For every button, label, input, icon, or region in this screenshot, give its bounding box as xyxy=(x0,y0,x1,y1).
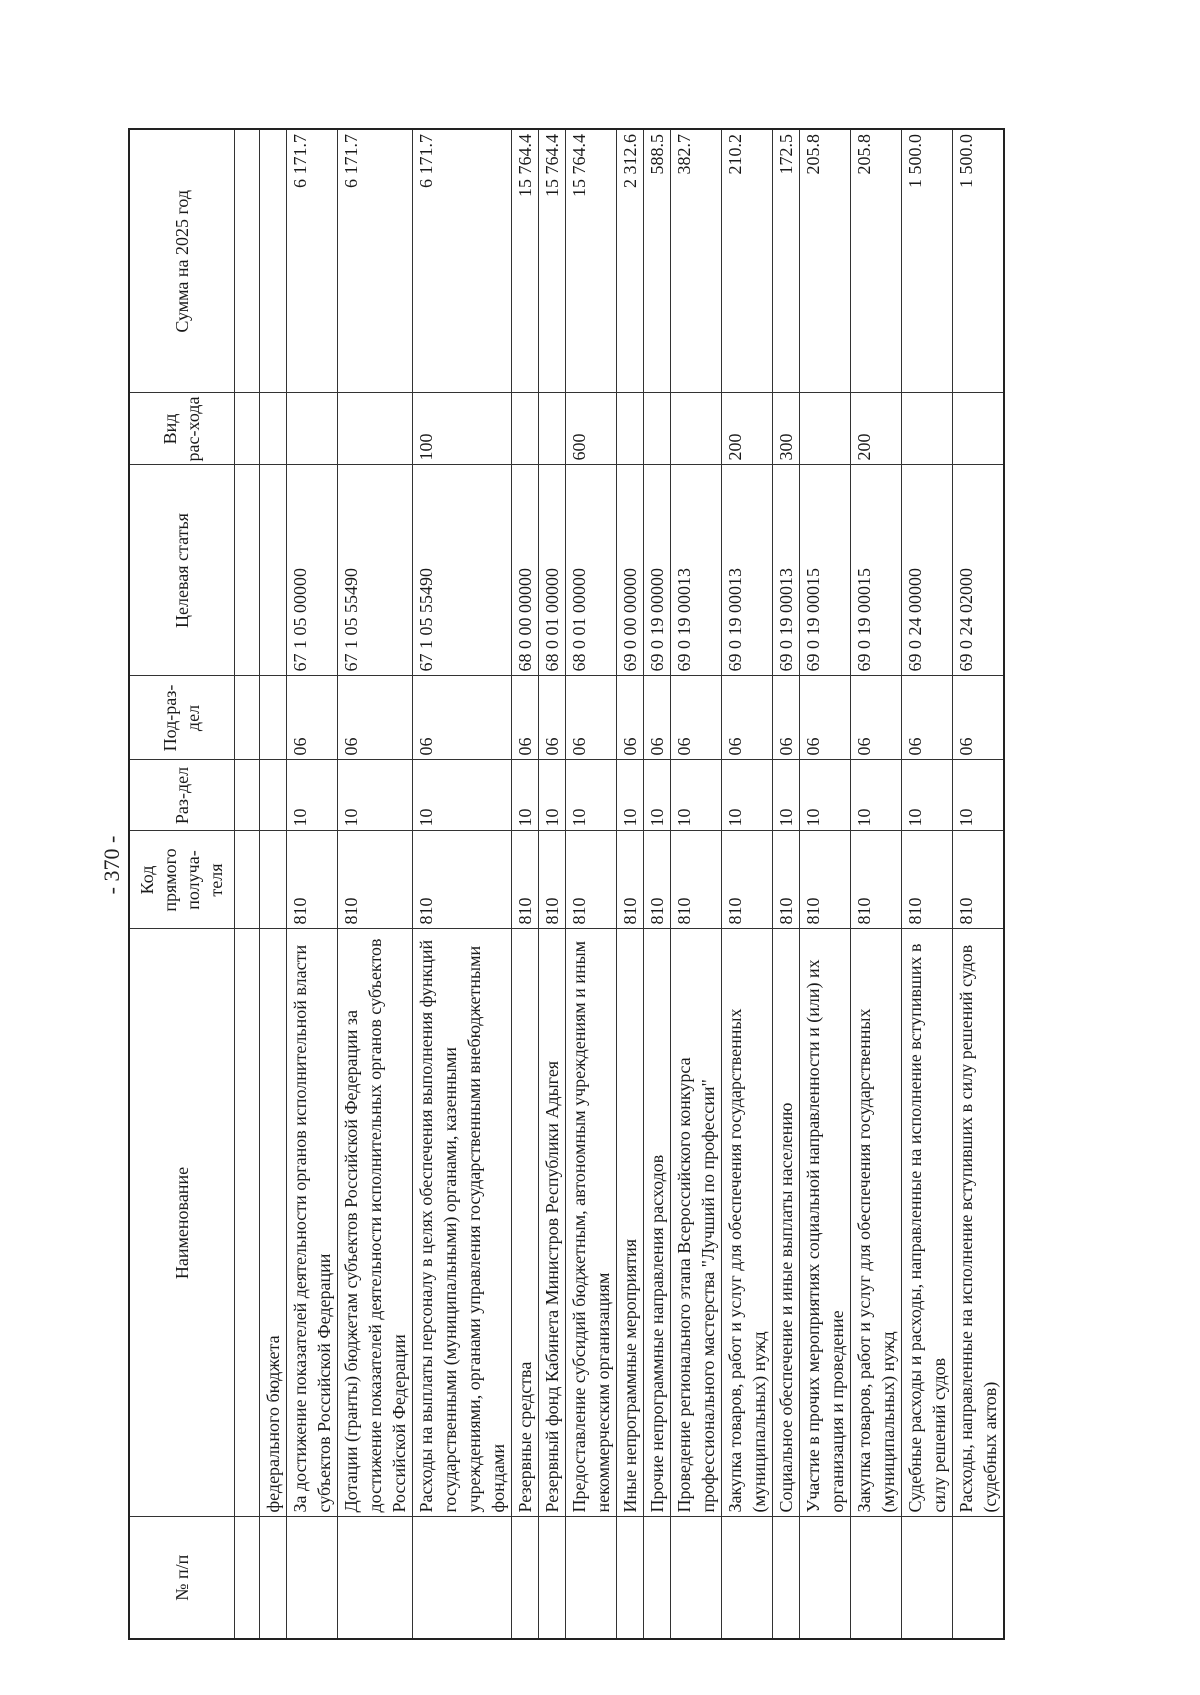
cell-num xyxy=(722,1517,773,1639)
cell-recipient-code: 810 xyxy=(671,831,722,929)
cell-name: Предоставление субсидий бюджетным, автономным учреждениям и иным некоммерческим организациям xyxy=(566,929,617,1517)
header-section: Раз-дел xyxy=(129,760,235,831)
cell-amount: 2 312.6 xyxy=(617,129,644,393)
table-row xyxy=(617,129,644,1639)
cell-expense-type: 300 xyxy=(773,393,800,465)
cell-subsection xyxy=(260,676,287,760)
cell-amount: 588.5 xyxy=(644,129,671,393)
cell-num xyxy=(800,1517,851,1639)
cell-name: Закупка товаров, работ и услуг для обеспечения государственных (муниципальных) нужд xyxy=(851,929,902,1517)
cell-section: 10 xyxy=(539,760,566,831)
cell-name: Резервные средства xyxy=(512,929,539,1517)
cell-amount: 382.7 xyxy=(671,129,722,393)
cell-recipient-code: 810 xyxy=(413,831,512,929)
cell-target-article: 67 1 05 00000 xyxy=(287,465,338,676)
cell-expense-type: 100 xyxy=(413,393,512,465)
table-header-row xyxy=(129,129,235,1639)
page-number xyxy=(92,820,132,910)
header-target-article: Целевая статья xyxy=(129,465,235,676)
cell-name: За достижение показателей деятельности органов исполнительной власти субъектов Российской Федерации xyxy=(287,929,338,1517)
cell-amount: 15 764.4 xyxy=(539,129,566,393)
table-row xyxy=(773,129,800,1639)
cell-section: 10 xyxy=(566,760,617,831)
cell-amount: 6 171.7 xyxy=(338,129,413,393)
cell-target-article: 68 0 01 00000 xyxy=(539,465,566,676)
cell-expense-type xyxy=(671,393,722,465)
header-num: № п/п xyxy=(129,1517,235,1639)
cell-expense-type: 600 xyxy=(566,393,617,465)
cell-num xyxy=(644,1517,671,1639)
cell-section: 10 xyxy=(338,760,413,831)
cell-target-article: 69 0 24 02000 xyxy=(953,465,1005,676)
cell-amount: 205.8 xyxy=(800,129,851,393)
cell-name: Расходы, направленные на исполнение вступивших в силу решений судов (судебных актов) xyxy=(953,929,1005,1517)
cell-num xyxy=(539,1517,566,1639)
cell-subsection: 06 xyxy=(617,676,644,760)
cell-target-article: 69 0 19 00013 xyxy=(773,465,800,676)
cell-amount: 1 500.0 xyxy=(953,129,1005,393)
cell-expense-type: 200 xyxy=(851,393,902,465)
table-row xyxy=(539,129,566,1639)
cell-subsection: 06 xyxy=(851,676,902,760)
cell-amount: 172.5 xyxy=(773,129,800,393)
cell-subsection: 06 xyxy=(566,676,617,760)
cell-amount: 15 764.4 xyxy=(512,129,539,393)
cell-expense-type xyxy=(644,393,671,465)
cell-recipient-code: 810 xyxy=(773,831,800,929)
cell-num xyxy=(512,1517,539,1639)
cell-recipient-code: 810 xyxy=(953,831,1005,929)
cell-section: 10 xyxy=(773,760,800,831)
cell-subsection: 06 xyxy=(512,676,539,760)
table-row xyxy=(851,129,902,1639)
cell-name: Участие в прочих мероприятиях социальной направленности и (или) их организация и проведение xyxy=(800,929,851,1517)
cell-expense-type xyxy=(539,393,566,465)
cell-target-article xyxy=(260,465,287,676)
cell-subsection: 06 xyxy=(800,676,851,760)
cell-recipient-code: 810 xyxy=(800,831,851,929)
cell-amount: 15 764.4 xyxy=(566,129,617,393)
table-row xyxy=(512,129,539,1639)
cell-section: 10 xyxy=(722,760,773,831)
cell-subsection: 06 xyxy=(539,676,566,760)
cell-amount xyxy=(260,129,287,393)
cell-recipient-code: 810 xyxy=(644,831,671,929)
cell-amount: 205.8 xyxy=(851,129,902,393)
table-row xyxy=(644,129,671,1639)
cell-recipient-code: 810 xyxy=(512,831,539,929)
cell-section: 10 xyxy=(902,760,953,831)
cell-section xyxy=(260,760,287,831)
cell-section: 10 xyxy=(287,760,338,831)
cell-num xyxy=(413,1517,512,1639)
cell-subsection: 06 xyxy=(413,676,512,760)
cell-section: 10 xyxy=(617,760,644,831)
cell-num xyxy=(671,1517,722,1639)
cell-name: Расходы на выплаты персоналу в целях обеспечения выполнения функций государственными (муниципальными) органами, казенными учреждениями, органами управления государственными внебюджетными фондами xyxy=(413,929,512,1517)
cell-section: 10 xyxy=(644,760,671,831)
cell-name: Судебные расходы и расходы, направленные на исполнение вступивших в силу решений судов xyxy=(902,929,953,1517)
header-expense-type: Вид рас-хода xyxy=(129,393,235,465)
cell-subsection: 06 xyxy=(902,676,953,760)
table-row xyxy=(287,129,338,1639)
cell-amount: 6 171.7 xyxy=(287,129,338,393)
cell-subsection: 06 xyxy=(953,676,1005,760)
cell-name: Прочие непрограммные направления расходов xyxy=(644,929,671,1517)
cell-name: Закупка товаров, работ и услуг для обеспечения государственных (муниципальных) нужд xyxy=(722,929,773,1517)
cell-num xyxy=(902,1517,953,1639)
cell-target-article: 67 1 05 55490 xyxy=(338,465,413,676)
cell-expense-type xyxy=(260,393,287,465)
cell-num xyxy=(338,1517,413,1639)
spacer-row xyxy=(235,129,260,1639)
cell-target-article: 68 0 01 00000 xyxy=(566,465,617,676)
cell-section: 10 xyxy=(800,760,851,831)
cell-section: 10 xyxy=(512,760,539,831)
header-subsection: Под-раз-дел xyxy=(129,676,235,760)
rotated-table-container xyxy=(128,130,1084,1640)
cell-name: Резервный фонд Кабинета Министров Республики Адыгея xyxy=(539,929,566,1517)
cell-recipient-code: 810 xyxy=(287,831,338,929)
cell-recipient-code: 810 xyxy=(902,831,953,929)
table-row xyxy=(722,129,773,1639)
cell-expense-type xyxy=(338,393,413,465)
cell-name: Социальное обеспечение и иные выплаты населению xyxy=(773,929,800,1517)
cell-expense-type xyxy=(512,393,539,465)
header-recipient-code: Код прямого получа-теля xyxy=(129,831,235,929)
table-row xyxy=(671,129,722,1639)
cell-target-article: 69 0 00 00000 xyxy=(617,465,644,676)
cell-target-article: 67 1 05 55490 xyxy=(413,465,512,676)
cell-target-article: 69 0 24 00000 xyxy=(902,465,953,676)
header-amount: Сумма на 2025 год xyxy=(129,129,235,393)
cell-subsection: 06 xyxy=(338,676,413,760)
cell-target-article: 69 0 19 00015 xyxy=(851,465,902,676)
cell-num xyxy=(566,1517,617,1639)
header-name: Наименование xyxy=(129,929,235,1517)
cell-name: Иные непрограммные мероприятия xyxy=(617,929,644,1517)
cell-recipient-code: 810 xyxy=(851,831,902,929)
cell-subsection: 06 xyxy=(671,676,722,760)
cell-target-article: 69 0 19 00013 xyxy=(671,465,722,676)
table-row xyxy=(800,129,851,1639)
cell-target-article: 68 0 00 00000 xyxy=(512,465,539,676)
cell-num xyxy=(953,1517,1005,1639)
cell-recipient-code xyxy=(260,831,287,929)
cell-recipient-code: 810 xyxy=(566,831,617,929)
cell-expense-type xyxy=(953,393,1005,465)
cell-num xyxy=(260,1517,287,1639)
cell-expense-type: 200 xyxy=(722,393,773,465)
cell-expense-type xyxy=(617,393,644,465)
table-body xyxy=(235,129,1005,1639)
cell-expense-type xyxy=(287,393,338,465)
cell-expense-type xyxy=(800,393,851,465)
page-number-text: - 370 - xyxy=(99,835,124,895)
table-row xyxy=(413,129,512,1639)
table-row xyxy=(566,129,617,1639)
table-row xyxy=(260,129,287,1639)
cell-subsection: 06 xyxy=(644,676,671,760)
cell-amount: 6 171.7 xyxy=(413,129,512,393)
cell-recipient-code: 810 xyxy=(338,831,413,929)
cell-num xyxy=(851,1517,902,1639)
cell-amount: 1 500.0 xyxy=(902,129,953,393)
cell-num xyxy=(287,1517,338,1639)
cell-section: 10 xyxy=(953,760,1005,831)
cell-subsection: 06 xyxy=(287,676,338,760)
cell-target-article: 69 0 19 00013 xyxy=(722,465,773,676)
cell-name: федерального бюджета xyxy=(260,929,287,1517)
cell-section: 10 xyxy=(671,760,722,831)
cell-subsection: 06 xyxy=(722,676,773,760)
cell-amount: 210.2 xyxy=(722,129,773,393)
cell-expense-type xyxy=(902,393,953,465)
table-row xyxy=(338,129,413,1639)
table-row xyxy=(953,129,1005,1639)
cell-recipient-code: 810 xyxy=(617,831,644,929)
cell-num xyxy=(773,1517,800,1639)
cell-section: 10 xyxy=(413,760,512,831)
budget-table xyxy=(128,128,1005,1640)
cell-num xyxy=(617,1517,644,1639)
cell-name: Проведение регионального этапа Всероссийского конкурса профессионального мастерства "Лучший по профессии" xyxy=(671,929,722,1517)
cell-target-article: 69 0 19 00015 xyxy=(800,465,851,676)
cell-name: Дотации (гранты) бюджетам субъектов Российской Федерации за достижение показателей деятельности исполнительных органов субъектов Российской Федерации xyxy=(338,929,413,1517)
cell-target-article: 69 0 19 00000 xyxy=(644,465,671,676)
table-row xyxy=(902,129,953,1639)
cell-section: 10 xyxy=(851,760,902,831)
cell-recipient-code: 810 xyxy=(722,831,773,929)
cell-subsection: 06 xyxy=(773,676,800,760)
cell-recipient-code: 810 xyxy=(539,831,566,929)
